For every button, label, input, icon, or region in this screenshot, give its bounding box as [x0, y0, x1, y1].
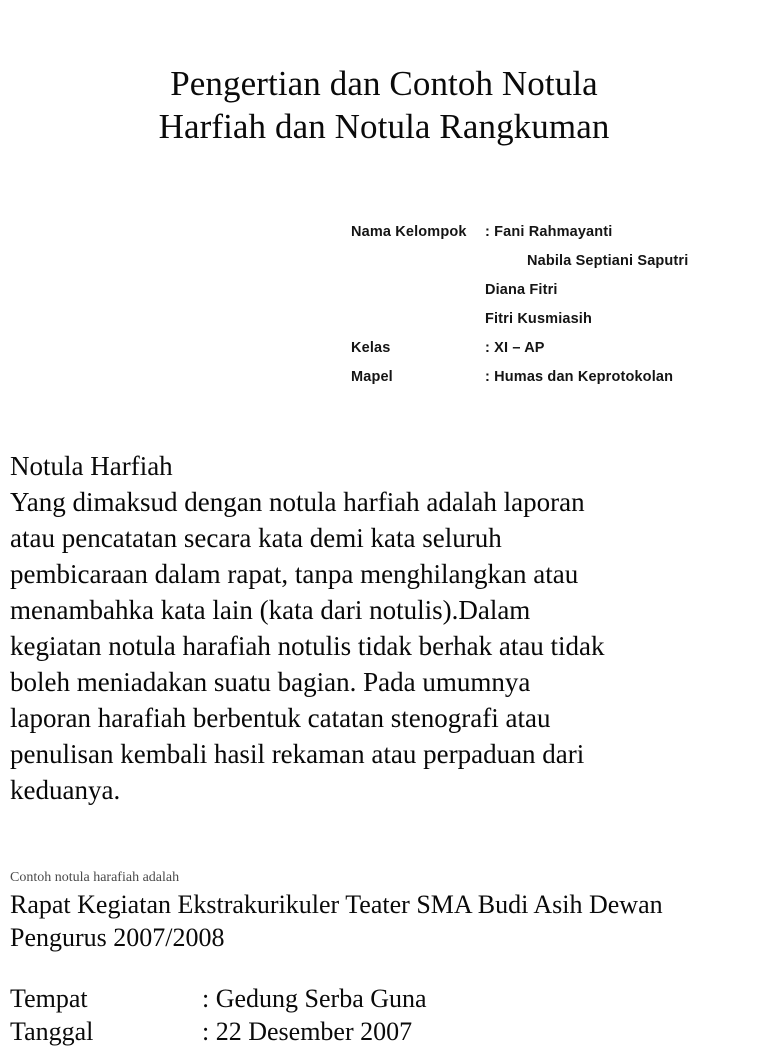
detail-row-tempat: [10, 982, 768, 1015]
body-line-7: laporan harafiah berbentuk catatan stenografi atau: [10, 703, 551, 733]
body-line-1: Yang dimaksud dengan notula harfiah adalah laporan: [10, 487, 585, 517]
meta-value-mapel: : Humas dan Keprotokolan: [485, 369, 674, 385]
section-heading: Notula Harfiah: [10, 451, 173, 481]
meta-value-member-4: Fitri Kusmiasih: [485, 311, 592, 327]
detail-row-tanggal: [10, 1015, 768, 1048]
example-block: [10, 868, 768, 954]
body-line-4: menambahka kata lain (kata dari notulis).Dalam: [10, 595, 531, 625]
page-title-line-2: Harfiah dan Notula Rangkuman: [158, 107, 610, 146]
detail-value-tempat: : Gedung Serba Guna: [202, 984, 427, 1013]
meta-value-nama-kelompok: : Fani Rahmayanti: [485, 224, 613, 240]
body-line-9: keduanya.: [10, 775, 121, 805]
meta-row-kelas: [351, 334, 751, 363]
detail-label-tanggal: Tanggal: [10, 1017, 94, 1046]
example-detail-list: [10, 982, 768, 1048]
meta-label-kelas: Kelas: [351, 340, 391, 356]
body-line-3: pembicaraan dalam rapat, tanpa menghilangkan atau: [10, 559, 579, 589]
page-title: [0, 62, 768, 148]
detail-value-tanggal: : 22 Desember 2007: [202, 1017, 413, 1046]
body-line-8: penulisan kembali hasil rekaman atau perpaduan dari: [10, 739, 585, 769]
meta-value-member-3: Diana Fitri: [485, 282, 558, 298]
group-info-block: [351, 218, 751, 392]
page-title-line-1: Pengertian dan Contoh Notula: [170, 64, 598, 103]
example-caption: Contoh notula harafiah adalah: [10, 870, 180, 885]
meta-label-mapel: Mapel: [351, 369, 393, 385]
meta-row-mapel: [351, 363, 751, 392]
meta-row-nama-kelompok: [351, 218, 751, 247]
body-line-2: atau pencatatan secara kata demi kata seluruh: [10, 523, 502, 553]
body-line-5: kegiatan notula harafiah notulis tidak berhak atau tidak: [10, 631, 605, 661]
meta-row-member-3: [351, 276, 751, 305]
meta-row-member-4: [351, 305, 751, 334]
body-line-6: boleh meniadakan suatu bagian. Pada umumnya: [10, 667, 531, 697]
meta-label-nama-kelompok: Nama Kelompok: [351, 224, 467, 240]
example-heading-line-1: Rapat Kegiatan Ekstrakurikuler Teater SMA Budi Asih Dewan: [10, 890, 663, 919]
meta-value-member-2: Nabila Septiani Saputri: [527, 253, 689, 269]
meta-row-member-2: [351, 247, 751, 276]
example-heading-line-2: Pengurus 2007/2008: [10, 923, 225, 952]
detail-label-tempat: Tempat: [10, 984, 88, 1013]
meta-value-kelas: : XI – AP: [485, 340, 545, 356]
notula-harfiah-section: [10, 448, 762, 808]
